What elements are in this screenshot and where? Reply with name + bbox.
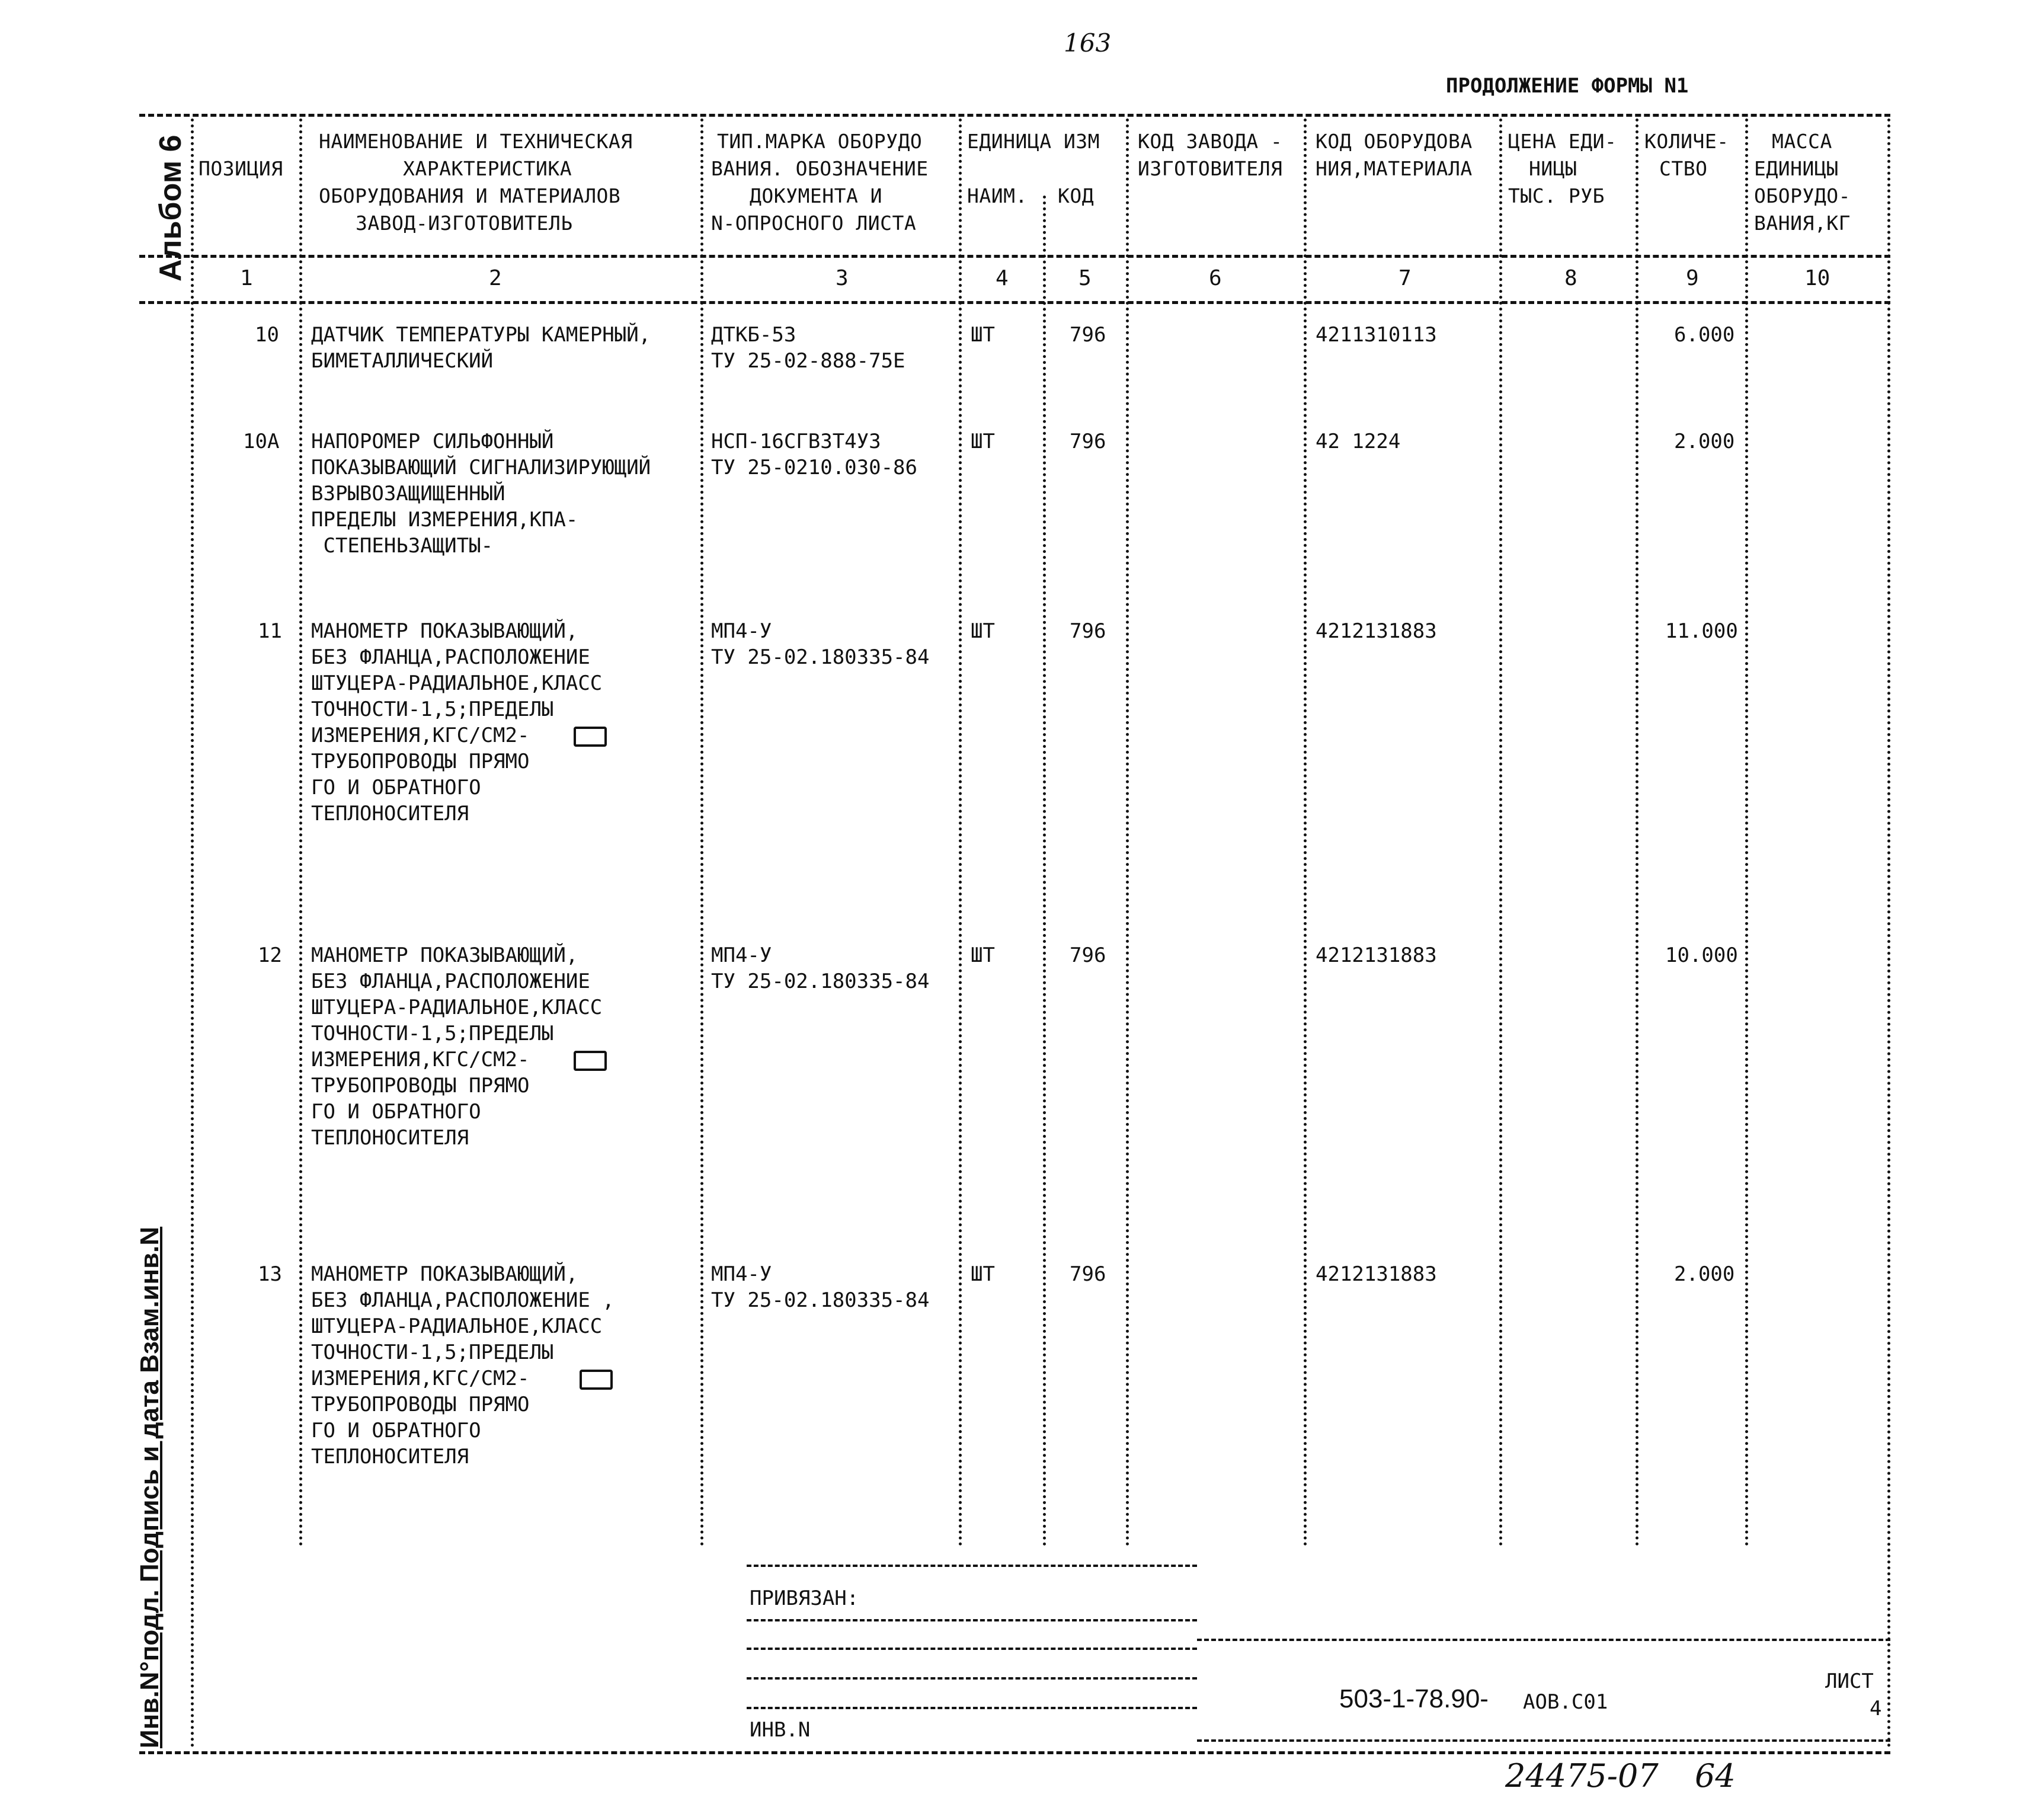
stamp-rule [747, 1565, 1197, 1567]
row-equip-code: 4212131883 [1316, 943, 1437, 967]
bottom-rule [139, 1751, 1890, 1754]
sheet-label: ЛИСТ [1825, 1669, 1874, 1693]
row-name-line: ШТУЦЕРА-РАДИАЛЬНОЕ,КЛАСС [311, 996, 603, 1019]
header-unit-code: КОД [1058, 184, 1094, 207]
header-position: ПОЗИЦИЯ [199, 157, 283, 180]
row-spec: ТУ 25-02-888-75Е [711, 349, 905, 373]
row-unit: ШТ [971, 1262, 995, 1286]
col-sep-7 [1499, 119, 1502, 1547]
header-mass-1: МАССА [1772, 130, 1832, 153]
stamp-rule [747, 1707, 1197, 1709]
checkbox-mark [580, 1370, 613, 1390]
row-unit-code: 796 [1070, 1262, 1106, 1286]
stamp-rule [747, 1648, 1197, 1650]
colnum-9: 9 [1686, 266, 1699, 290]
col-sep-4 [1043, 196, 1046, 1547]
row-name-line: ТОЧНОСТИ-1,5;ПРЕДЕЛЫ [311, 1341, 554, 1364]
row-type: НСП-16СГВЗТ4УЗ [711, 430, 881, 453]
col-sep-2 [700, 119, 703, 1547]
header-type-2: ВАНИЯ. ОБОЗНАЧЕНИЕ [711, 157, 929, 180]
header-unit-name: НАИМ. [967, 184, 1028, 207]
row-name-line: МАНОМЕТР ПОКАЗЫВАЮЩИЙ, [311, 943, 578, 967]
row-type: ДТКБ-53 [711, 323, 796, 347]
header-price-1: ЦЕНА ЕДИ- [1508, 130, 1617, 153]
row-name-line: МАНОМЕТР ПОКАЗЫВАЮЩИЙ, [311, 1262, 578, 1286]
row-quantity: 6.000 [1674, 323, 1735, 347]
row-name-line: ПРЕДЕЛЫ ИЗМЕРЕНИЯ,КПА- [311, 508, 578, 532]
col-sep-6 [1304, 119, 1307, 1547]
header-equip-2: НИЯ,МАТЕРИАЛА [1316, 157, 1473, 180]
colnum-2: 2 [489, 266, 502, 290]
row-unit-code: 796 [1070, 619, 1106, 643]
row-type: МП4-У [711, 1262, 772, 1286]
row-name-line: ТОЧНОСТИ-1,5;ПРЕДЕЛЫ [311, 1022, 554, 1045]
header-type-4: N-ОПРОСНОГО ЛИСТА [711, 212, 917, 235]
row-name-line: БЕЗ ФЛАНЦА,РАСПОЛОЖЕНИЕ [311, 645, 590, 669]
archive-number-2: 64 [1695, 1757, 1736, 1795]
row-name-line: НАПОРОМЕР СИЛЬФОННЫЙ [311, 430, 554, 453]
row-name-line: ШТУЦЕРА-РАДИАЛЬНОЕ,КЛАСС [311, 671, 603, 695]
row-equip-code: 4211310113 [1316, 323, 1437, 347]
header-mass-2: ЕДИНИЦЫ [1754, 157, 1839, 180]
row-type: МП4-У [711, 943, 772, 967]
header-factory-1: КОД ЗАВОДА - [1138, 130, 1283, 153]
form-continuation-title: ПРОДОЛЖЕНИЕ ФОРМЫ N1 [1446, 74, 1689, 98]
row-spec: ТУ 25-02.180335-84 [711, 970, 930, 993]
row-equip-code: 4212131883 [1316, 619, 1437, 643]
document-suffix: АОВ.С01 [1523, 1690, 1608, 1714]
header-name-2: ХАРАКТЕРИСТИКА [403, 157, 572, 180]
stamp-rule [1197, 1639, 1890, 1641]
row-equip-code: 4212131883 [1316, 1262, 1437, 1286]
row-type: МП4-У [711, 619, 772, 643]
colnum-rule [139, 301, 1890, 304]
row-position: 12 [258, 943, 282, 967]
row-name-line: ГО И ОБРАТНОГО [311, 776, 481, 799]
row-position: 10А [243, 430, 280, 453]
row-name-line: БЕЗ ФЛАНЦА,РАСПОЛОЖЕНИЕ , [311, 1288, 615, 1312]
row-name-line: СТЕПЕНЬЗАЩИТЫ- [311, 534, 494, 558]
header-qty-1: КОЛИЧЕ- [1644, 130, 1729, 153]
colnum-1: 1 [240, 266, 253, 290]
sheet-number: 4 [1870, 1697, 1882, 1720]
col-sep-3 [959, 119, 962, 1547]
col-sep-8 [1636, 119, 1638, 1547]
row-equip-code: 42 1224 [1316, 430, 1401, 453]
checkbox-mark [574, 727, 607, 747]
header-price-2: НИЦЫ [1529, 157, 1577, 180]
stamp-rule [1197, 1739, 1890, 1742]
row-spec: ТУ 25-0210.030-86 [711, 456, 917, 479]
row-quantity: 2.000 [1674, 1262, 1735, 1286]
checkbox-mark [574, 1051, 607, 1071]
stamp-inv-label: ИНВ.N [750, 1718, 811, 1742]
row-name-line: ВЗРЫВОЗАЩИЩЕННЫЙ [311, 482, 505, 506]
row-spec: ТУ 25-02.180335-84 [711, 645, 930, 669]
colnum-5: 5 [1078, 266, 1092, 290]
stamp-rule [747, 1677, 1197, 1680]
row-unit: ШТ [971, 323, 995, 347]
colnum-10: 10 [1804, 266, 1830, 290]
header-type-3: ДОКУМЕНТА И [750, 184, 883, 207]
row-name-line: БИМЕТАЛЛИЧЕСКИЙ [311, 349, 494, 373]
row-name-line: ГО И ОБРАТНОГО [311, 1419, 481, 1442]
row-name-line: ИЗМЕРЕНИЯ,КГС/СМ2- [311, 724, 530, 747]
row-unit: ШТ [971, 943, 995, 967]
col-sep-10 [1887, 119, 1890, 1748]
row-name-line: ШТУЦЕРА-РАДИАЛЬНОЕ,КЛАСС [311, 1314, 603, 1338]
row-name-line: ТРУБОПРОВОДЫ ПРЯМО [311, 750, 530, 773]
row-unit-code: 796 [1070, 430, 1106, 453]
colnum-3: 3 [836, 266, 849, 290]
colnum-4: 4 [996, 266, 1009, 290]
row-position: 11 [258, 619, 282, 643]
row-position: 10 [255, 323, 279, 347]
row-position: 13 [258, 1262, 282, 1286]
header-equip-1: КОД ОБОРУДОВА [1316, 130, 1473, 153]
col-sep-1 [299, 119, 302, 1547]
header-mass-4: ВАНИЯ,КГ [1754, 212, 1851, 235]
row-name-line: ТРУБОПРОВОДЫ ПРЯМО [311, 1074, 530, 1098]
header-unit: ЕДИНИЦА ИЗМ [967, 130, 1100, 153]
row-name-line: ТРУБОПРОВОДЫ ПРЯМО [311, 1393, 530, 1416]
header-factory-2: ИЗГОТОВИТЕЛЯ [1138, 157, 1283, 180]
row-name-line: ТЕПЛОНОСИТЕЛЯ [311, 1445, 469, 1469]
row-name-line: ИЗМЕРЕНИЯ,КГС/СМ2- [311, 1367, 530, 1390]
colnum-6: 6 [1209, 266, 1222, 290]
row-quantity: 11.000 [1665, 619, 1738, 643]
row-name-line: ТЕПЛОНОСИТЕЛЯ [311, 802, 469, 826]
page-number: 163 [1064, 28, 1112, 57]
album-label: Альбом 6 [153, 135, 188, 282]
header-price-3: ТЫС. РУБ [1508, 184, 1605, 207]
row-unit: ШТ [971, 619, 995, 643]
row-name-line: БЕЗ ФЛАНЦА,РАСПОЛОЖЕНИЕ [311, 970, 590, 993]
row-name-line: ГО И ОБРАТНОГО [311, 1100, 481, 1124]
header-name-1: НАИМЕНОВАНИЕ И ТЕХНИЧЕСКАЯ [319, 130, 633, 153]
header-name-3: ОБОРУДОВАНИЯ И МАТЕРИАЛОВ [319, 184, 621, 207]
row-name-line: ДАТЧИК ТЕМПЕРАТУРЫ КАМЕРНЫЙ, [311, 323, 651, 347]
left-margin-stamp: Инв.N°подл. Подпись и дата Взам.инв.N [135, 1226, 164, 1748]
row-name-line: ТЕПЛОНОСИТЕЛЯ [311, 1126, 469, 1150]
row-quantity: 2.000 [1674, 430, 1735, 453]
row-quantity: 10.000 [1665, 943, 1738, 967]
row-name-line: ПОКАЗЫВАЮЩИЙ СИГНАЛИЗИРУЮЩИЙ [311, 456, 651, 479]
row-name-line: МАНОМЕТР ПОКАЗЫВАЮЩИЙ, [311, 619, 578, 643]
header-mass-3: ОБОРУДО- [1754, 184, 1851, 207]
col-sep-5 [1126, 119, 1129, 1547]
header-rule [139, 255, 1890, 258]
col-sep-9 [1745, 119, 1748, 1547]
colnum-8: 8 [1564, 266, 1577, 290]
stamp-rule [747, 1619, 1197, 1621]
row-name-line: ТОЧНОСТИ-1,5;ПРЕДЕЛЫ [311, 698, 554, 721]
header-name-4: ЗАВОД-ИЗГОТОВИТЕЛЬ [356, 212, 573, 235]
row-spec: ТУ 25-02.180335-84 [711, 1288, 930, 1312]
row-name-line: ИЗМЕРЕНИЯ,КГС/СМ2- [311, 1048, 530, 1071]
top-rule [139, 114, 1890, 117]
header-qty-2: СТВО [1659, 157, 1708, 180]
row-unit: ШТ [971, 430, 995, 453]
row-unit-code: 796 [1070, 943, 1106, 967]
col-sep-0 [191, 119, 194, 1748]
archive-number: 24475-07 [1505, 1757, 1659, 1795]
document-code: 503-1-78.90- [1339, 1684, 1489, 1713]
header-type-1: ТИП.МАРКА ОБОРУДО [717, 130, 923, 153]
colnum-7: 7 [1398, 266, 1412, 290]
stamp-bound-label: ПРИВЯЗАН: [750, 1586, 859, 1610]
row-unit-code: 796 [1070, 323, 1106, 347]
